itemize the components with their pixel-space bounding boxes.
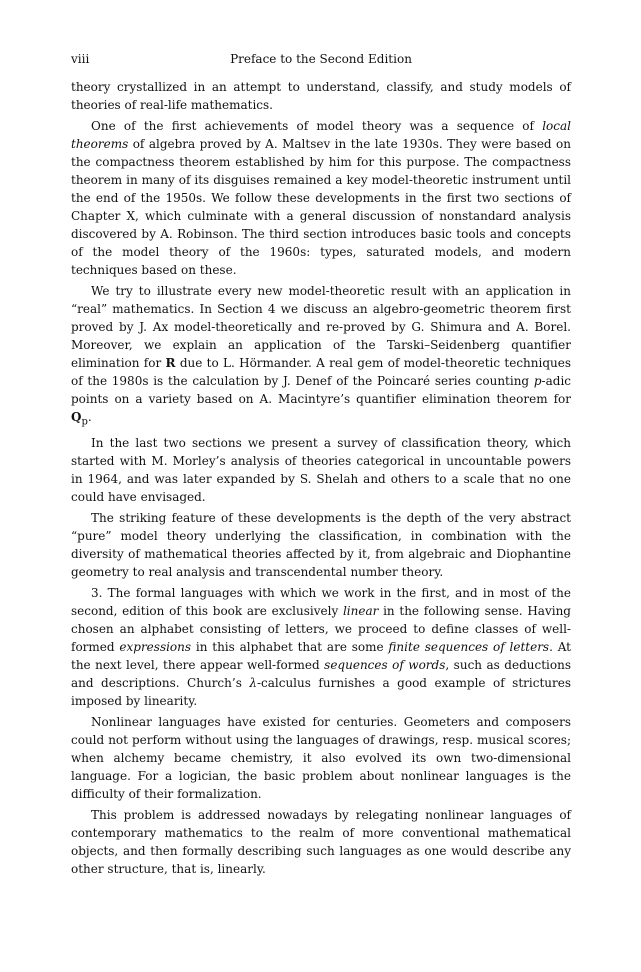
text-run: -calculus furnishes a good example of strictures imposed by linearity. [71, 676, 571, 709]
text-run: local theorems [71, 119, 571, 151]
text-run: λ [249, 676, 257, 691]
running-header [71, 50, 571, 68]
text-run: of algebra proved by A. Maltsev in the late 1930s. They were based on the compactness theorem established by him for this purpose. The compactness theorem in many of its disguises remained a key model-theoretic instrument until the end of the 1950s. We follow these developments in the first two sections of Chapter X, which culminate with a general discussion of nonstandard analysis discovered by A. Robinson. The third section introduces basic tools and concepts of the model theory of the 1960s: types, saturated models, and modern techniques based on these. [71, 137, 571, 277]
page-number: viii [71, 52, 90, 66]
text-run: in the following sense. Having chosen an alphabet consisting of letters, we proceed to define classes of well-formed [71, 604, 571, 655]
body-text [71, 78, 571, 878]
paragraph-1 [71, 78, 571, 114]
text-run: , such as deductions and descriptions. Church’s [71, 658, 571, 691]
text-run: linear [342, 604, 379, 619]
text-run: The striking feature of these developments is the depth of the very abstract “pure” model theory underlying the classification, in combination with the diversity of mathematical theories affected by it, from algebraic and Diophantine geometry to real analysis and transcendental number theory. [71, 511, 571, 580]
text-run: . At the next level, there appear well-formed [71, 640, 572, 673]
paragraph-5 [71, 509, 571, 581]
text-run: sequences of words [324, 658, 446, 673]
paragraph-8 [71, 806, 571, 878]
paragraph-7 [71, 713, 571, 803]
text-run: We try to illustrate every new model-theoretic result with an application in “real” mathematics. In Section 4 we discuss an algebro-geometric theorem first proved by J. Ax model-theoretically and re-proved by G. Shimura and A. Borel. Moreover, we explain an application of the Tarski–Seidenberg quantifier elimination for [71, 284, 571, 370]
text-run: . [87, 410, 92, 424]
text-run: Nonlinear languages have existed for centuries. Geometers and composers could not perform without using the languages of drawings, resp. musical scores; when alchemy became chemistry, it also evolved its own two-dimensional language. For a logician, the basic problem about nonlinear languages is the difficulty of their formalization. [71, 715, 571, 802]
page [71, 50, 571, 881]
paragraph-2 [71, 117, 571, 279]
text-run: in this alphabet that are some [191, 640, 389, 655]
text-run: This problem is addressed nowadays by relegating nonlinear languages of contemporary mathematics to the realm of more conventional mathematical objects, and then formally describing such languages as one would describe any other structure, that is, linearly. [71, 808, 571, 877]
text-run: One of the first achievements of model theory was a sequence of [91, 119, 543, 133]
text-run: finite sequences of letters [388, 640, 550, 655]
paragraph-4 [71, 434, 571, 506]
text-run: R [165, 356, 176, 370]
paragraph-3 [71, 282, 571, 431]
text-run: -adic points on a variety based on A. Macintyre’s quantifier elimination theorem for [71, 374, 571, 406]
text-run: expressions [119, 640, 192, 655]
text-run: theory crystallized in an attempt to understand, classify, and study models of theories of real-life mathematics. [71, 80, 571, 112]
text-run: due to L. Hörmander. A real gem of model-theoretic techniques of the 1980s is the calculation by J. Denef of the Poincaré series counting [71, 356, 572, 388]
text-run: p [533, 374, 542, 388]
text-run: Q [71, 410, 82, 424]
text-run: In the last two sections we present a survey of classification theory, which started with M. Morley’s analysis of theories categorical in uncountable powers in 1964, and was later expanded by S. Shelah and others to a scale that no one could have envisaged. [71, 436, 571, 505]
text-run: 3. The formal languages with which we work in the first, and in most of the second, edition of this book are exclusively [71, 586, 571, 619]
text-run: p [81, 416, 88, 428]
paragraph-6 [71, 584, 571, 710]
running-title: Preface to the Second Edition [230, 52, 412, 66]
